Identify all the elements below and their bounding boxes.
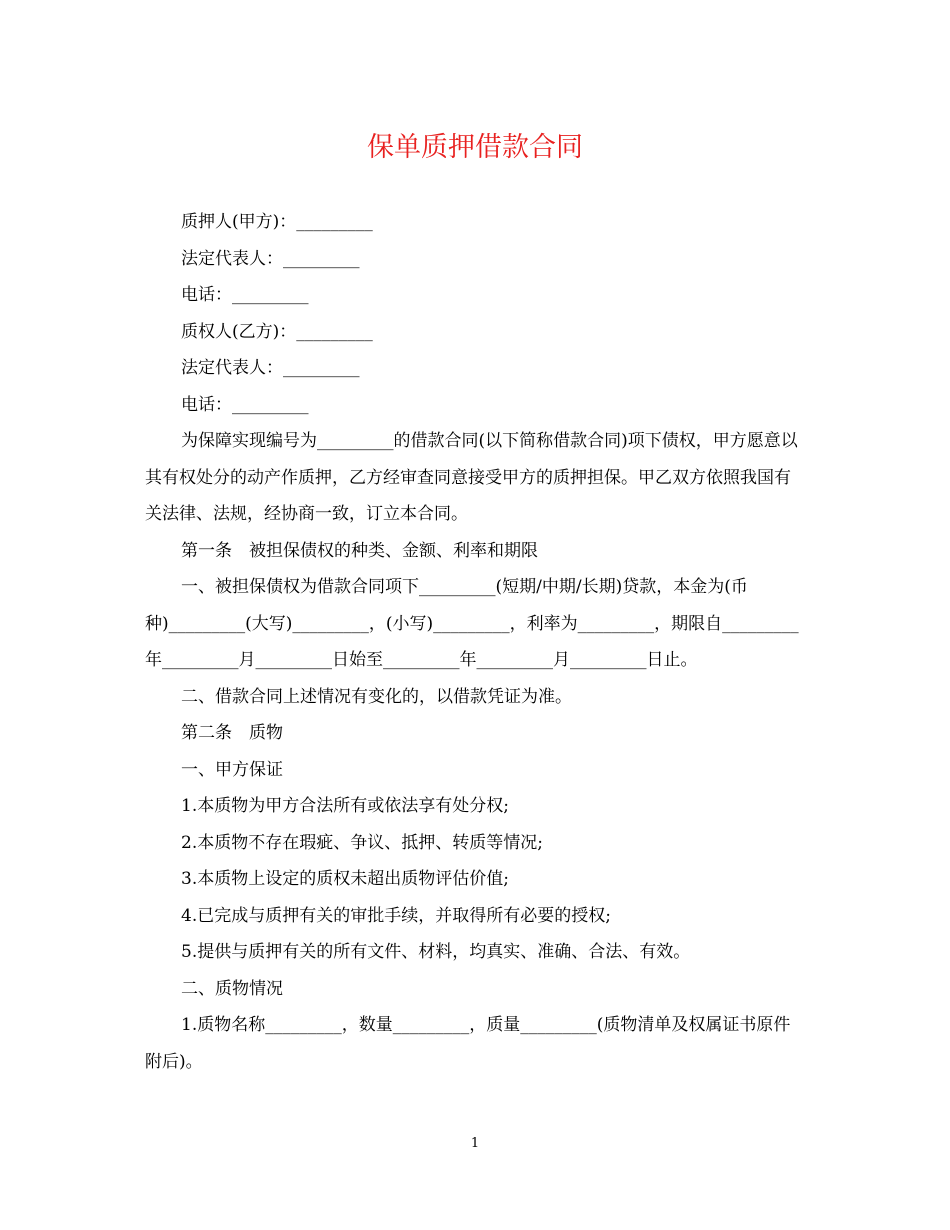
page-number: 1 — [470, 1136, 480, 1151]
document-title: 保单质押借款合同 — [367, 132, 583, 163]
party-a-pledgor: 质押人(甲方)：_________ — [181, 212, 373, 232]
warranty-item-2: 2.本质物不存在瑕疵、争议、抵押、转质等情况; — [181, 832, 543, 853]
article-2-section-2: 二、质物情况 — [181, 978, 283, 999]
party-b-legal-representative: 法定代表人：_________ — [181, 358, 360, 378]
warranty-item-1: 1.本质物为甲方合法所有或依法享有处分权; — [181, 796, 509, 816]
article-2-section-1: 一、甲方保证 — [181, 759, 283, 780]
document-body — [145, 204, 805, 1080]
article-1-clause-1: 一、被担保债权为借款合同项下_________(短期/中期/长期)贷款，本金为(币种)_________(大写)_________，(小写)_________，利率为_________，期限自_________年_________月_________日始至_________年_________月_________日止。 — [145, 577, 799, 670]
collateral-item-1: 1.质物名称_________，数量_________，质量_________(质物清单及权属证书原件附后)。 — [145, 1015, 791, 1072]
warranty-item-4: 4.已完成与质押有关的审批手续，并取得所有必要的授权; — [181, 905, 611, 926]
article-1-clause-2: 二、借款合同上述情况有变化的，以借款凭证为准。 — [181, 686, 572, 707]
party-a-legal-representative: 法定代表人：_________ — [181, 248, 360, 269]
article-2-heading: 第二条 质物 — [181, 723, 283, 743]
party-a-phone: 电话：_________ — [181, 285, 309, 305]
warranty-item-5: 5.提供与质押有关的所有文件、材料，均真实、准确、合法、有效。 — [181, 942, 691, 962]
party-b-phone: 电话：_________ — [181, 394, 309, 415]
article-1-heading: 第一条 被担保债权的种类、金额、利率和期限 — [181, 540, 538, 561]
party-b-pledgee: 质权人(乙方)：_________ — [181, 321, 373, 342]
warranty-item-3: 3.本质物上设定的质权未超出质物评估价值; — [181, 869, 509, 889]
preamble-paragraph: 为保障实现编号为_________的借款合同(以下简称借款合同)项下债权，甲方愿意以其有权处分的动产作质押，乙方经审查同意接受甲方的质押担保。甲乙双方依照我国有关法律、法规，经协商一致，订立本合同。 — [145, 431, 798, 524]
